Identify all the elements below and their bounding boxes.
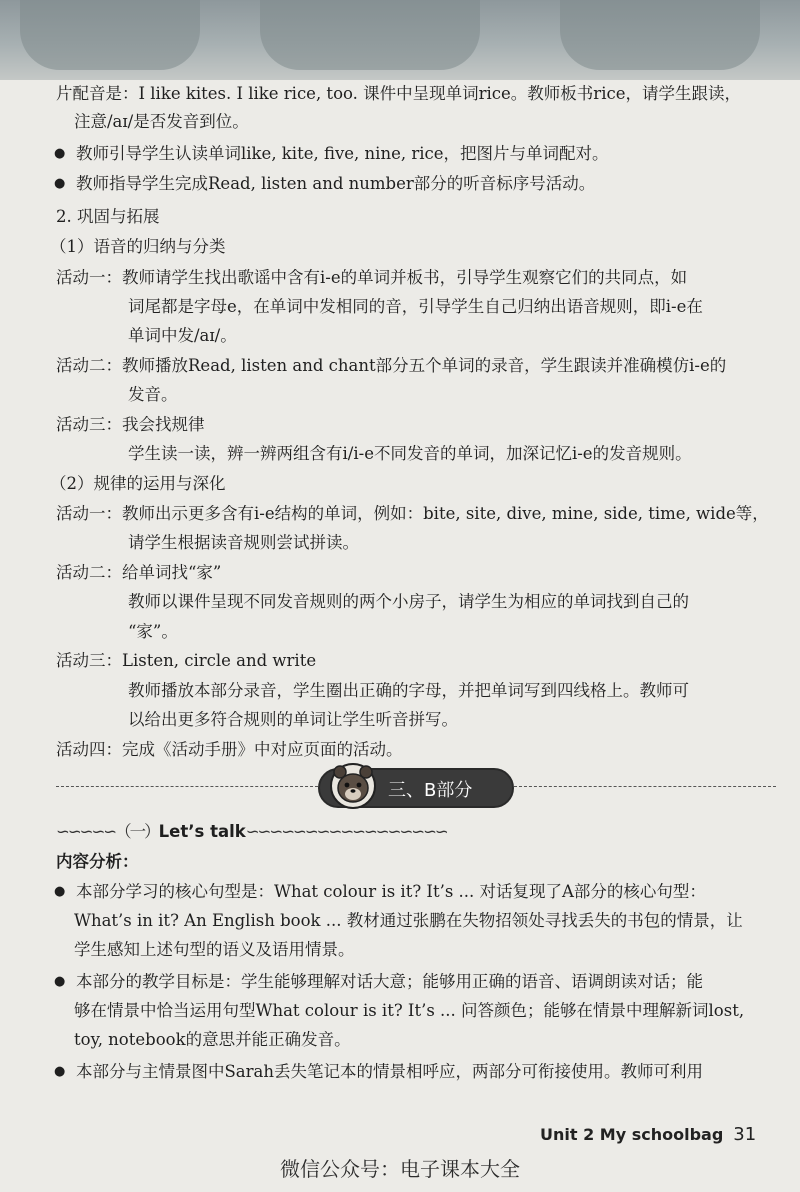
bullet-item: ● 教师指导学生完成Read, listen and number部分的听音标序号活动。 (56, 172, 760, 196)
watermark-text: 微信公众号：电子课本大全 (280, 1157, 520, 1181)
bullet-item: ● 本部分学习的核心句型是：What colour is it? It’s ... 对话复现了A部分的核心句型： (56, 880, 760, 904)
unit-title: Unit 2 My schoolbag (540, 1125, 724, 1144)
text-line: 活动二：教师播放Read, listen and chant部分五个单词的录音，学生跟读并准确模仿i-e的 (56, 356, 727, 375)
text-line: 注意/aɪ/是否发音到位。 (74, 112, 249, 131)
bullet-item: ● 本部分与主情景图中Sarah丢失笔记本的情景相呼应，两部分可衔接使用。教师可利用 (56, 1060, 760, 1084)
text-line: 单词中发/aɪ/。 (128, 326, 237, 345)
section-banner (56, 760, 776, 810)
text-line: 活动三：我会找规律 (56, 415, 205, 434)
text-line: 教师以课件呈现不同发音规则的两个小房子，请学生为相应的单词找到自己的 (128, 592, 689, 611)
text-line: 够在情景中恰当运用句型What colour is it? It’s ... 问答颜色；能够在情景中理解新词lost, (74, 1001, 745, 1020)
bear-mascot-icon (328, 760, 378, 810)
running-footer (540, 1124, 756, 1145)
text-line: 活动四：完成《活动手册》中对应页面的活动。 (56, 740, 403, 759)
section-label: 三、B部分 (388, 780, 473, 801)
talk-heading (56, 820, 447, 844)
bullet-item: ● 教师引导学生认读单词like, kite, five, nine, rice，把图片与单词配对。 (56, 142, 760, 166)
page-number: 31 (733, 1124, 757, 1145)
wavy-rule-right: ∽∽∽∽∽∽∽∽∽∽∽∽∽∽∽∽∽ (245, 822, 447, 841)
wavy-rule-left: ∽∽∽∽∽（一） (56, 822, 159, 841)
text-line: 学生读一读，辨一辨两组含有i/i-e不同发音的单词，加深记忆i-e的发音规则。 (128, 444, 692, 463)
subsection-heading: （1）语音的归纳与分类 (50, 237, 226, 256)
text-line: 活动三：Listen, circle and write (56, 651, 317, 670)
bullet-item: ● 本部分的教学目标是：学生能够理解对话大意；能够用正确的语音、语调朗读对话；能 (56, 970, 760, 994)
talk-title: Let’s talk (158, 822, 246, 841)
subsection-heading: （2）规律的运用与深化 (50, 474, 226, 493)
text-line: 请学生根据读音规则尝试拼读。 (128, 533, 359, 552)
text-line: What’s in it? An English book ... 教材通过张鹏在失物招领处寻找丢失的书包的情景，让 (74, 911, 743, 930)
section-heading: 2. 巩固与拓展 (56, 207, 160, 226)
text-line: 活动一：教师出示更多含有i-e结构的单词，例如：bite, site, dive, mine, side, time, wide等， (56, 504, 769, 523)
text-line: 活动二：给单词找“家” (56, 563, 222, 582)
text-line: 活动一：教师请学生找出歌谣中含有i-e的单词并板书，引导学生观察它们的共同点，如 (56, 268, 688, 287)
text-line: 发音。 (128, 385, 178, 404)
analysis-heading: 内容分析： (56, 852, 139, 871)
divider-right (514, 786, 776, 787)
text-line: “家”。 (128, 622, 178, 641)
text-line: toy, notebook的意思并能正确发音。 (74, 1030, 351, 1049)
text-line: 学生感知上述句型的语义及语用情景。 (74, 940, 355, 959)
divider-left (56, 786, 318, 787)
text-line: 教师播放本部分录音，学生圈出正确的字母，并把单词写到四线格上。教师可 (128, 681, 689, 700)
text-line: 片配音是：I like kites. I like rice, too. 课件中呈现单词rice。教师板书rice，请学生跟读， (56, 84, 741, 103)
text-line: 词尾都是字母e，在单词中发相同的音，引导学生自己归纳出语音规则，即i-e在 (128, 297, 703, 316)
text-line: 以给出更多符合规则的单词让学生听音拼写。 (128, 710, 458, 729)
